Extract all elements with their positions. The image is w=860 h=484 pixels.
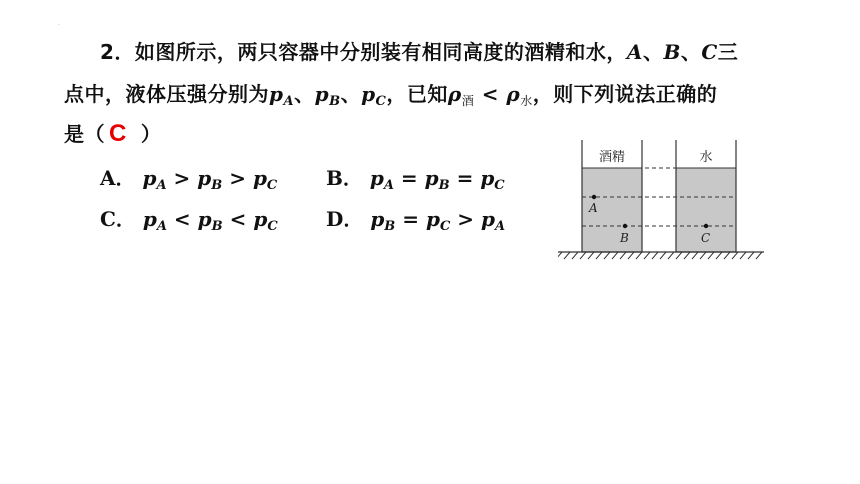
point-b-label: B <box>663 40 681 64</box>
subscript: A <box>156 219 167 234</box>
separator: 、 <box>294 82 315 106</box>
option-b <box>326 162 505 193</box>
separator: 、 <box>680 40 702 64</box>
hatch-mark <box>684 252 690 259</box>
density-symbol: ρ <box>506 82 521 106</box>
subscript: C <box>375 94 387 109</box>
hatch-mark <box>564 252 570 259</box>
pressure-symbol: p <box>142 207 157 231</box>
subscript: B <box>329 94 341 109</box>
option-expression <box>142 207 278 234</box>
relation-operator: = <box>393 166 425 190</box>
question-line-3 <box>64 118 161 148</box>
hatch-mark <box>580 252 586 259</box>
answer-mark: C <box>109 120 127 147</box>
hatch-mark <box>558 252 562 259</box>
point-a-text: A <box>589 201 598 215</box>
question-text-1-end: 三 <box>717 40 739 64</box>
subscript: B <box>211 219 223 234</box>
hatch-mark <box>716 252 722 259</box>
point-c-text: C <box>701 231 711 245</box>
relation-operator: < <box>166 207 198 231</box>
point-a-dot <box>592 195 596 199</box>
water-label: 水 <box>699 150 713 165</box>
question-text-3: 是（ <box>64 122 105 146</box>
point-b-text: B <box>620 231 629 245</box>
pressure-symbol: p <box>252 166 267 190</box>
subscript: C <box>266 178 278 193</box>
subscript: C <box>494 178 505 193</box>
relation-operator: > <box>222 166 253 190</box>
pressure-symbol: p <box>269 82 284 106</box>
option-a <box>100 162 277 193</box>
hatch-mark <box>700 252 706 259</box>
subscript: C <box>439 219 451 234</box>
separator: 、 <box>340 82 362 106</box>
relation-operator: = <box>395 207 426 231</box>
hatch-mark <box>740 252 746 259</box>
hatch-mark <box>612 252 618 259</box>
hatch-mark <box>620 252 626 259</box>
container-figure <box>558 136 768 262</box>
hatch-mark <box>676 252 682 259</box>
less-than: < <box>474 82 507 106</box>
pressure-symbol: p <box>369 166 384 190</box>
subscript: B <box>211 178 223 193</box>
hatch-mark <box>572 252 578 259</box>
option-label: C． <box>100 207 136 231</box>
hatch-mark <box>644 252 650 259</box>
point-c-label: C <box>701 40 718 64</box>
option-label: A． <box>100 166 136 190</box>
option-label: B． <box>326 166 363 190</box>
separator: 、 <box>642 40 664 64</box>
stray-dot: . <box>58 20 60 27</box>
question-line-1 <box>64 36 738 65</box>
pressure-symbol: p <box>253 207 268 231</box>
pressure-symbol: p <box>197 207 212 231</box>
relation-operator: > <box>166 166 198 190</box>
subscript: A <box>156 178 167 193</box>
option-expression <box>142 166 278 193</box>
pressure-symbol: p <box>480 166 495 190</box>
pressure-symbol: p <box>481 207 495 231</box>
hatch-mark <box>748 252 754 259</box>
subscript: C <box>267 219 278 234</box>
pressure-symbol: p <box>370 207 385 231</box>
hatch-mark <box>636 252 642 259</box>
hatch-mark <box>660 252 666 259</box>
subscript: 酒 <box>461 94 475 108</box>
hatch-mark <box>692 252 698 259</box>
pressure-symbol: p <box>424 166 439 190</box>
relation-operator: = <box>449 166 481 190</box>
alcohol-label: 酒精 <box>598 150 626 165</box>
hatch-mark <box>732 252 738 259</box>
pressure-symbol: p <box>314 82 330 106</box>
hatch-mark <box>724 252 730 259</box>
hatch-mark <box>604 252 610 259</box>
hatch-mark <box>708 252 714 259</box>
relation-operator: < <box>222 207 254 231</box>
density-symbol: ρ <box>447 82 462 106</box>
relation-operator: > <box>450 207 482 231</box>
hatch-mark <box>668 252 674 259</box>
subscript: B <box>384 219 396 234</box>
question-text-3-end: ） <box>140 122 162 146</box>
hatch-mark <box>588 252 594 259</box>
pressure-symbol: p <box>425 207 440 231</box>
hatch-mark <box>756 252 762 259</box>
pressure-symbol: p <box>142 166 157 190</box>
subscript: 水 <box>520 94 533 108</box>
pressure-symbol: p <box>197 166 212 190</box>
hatch-mark <box>596 252 602 259</box>
option-label: D． <box>326 207 364 231</box>
hatch-mark <box>652 252 658 259</box>
question-text-2-end: ，则下列说法正确的 <box>532 82 718 106</box>
question-text-1: 如图所示，两只容器中分别装有相同高度的酒精和水， <box>134 40 627 64</box>
point-a-label: A <box>626 40 643 64</box>
option-expression <box>370 207 506 234</box>
subscript: A <box>283 94 295 109</box>
question-text-2: 点中，液体压强分别为 <box>64 82 269 106</box>
point-c-dot <box>704 224 708 228</box>
question-text-2-mid: ，已知 <box>386 82 448 106</box>
option-expression <box>369 166 505 193</box>
point-b-dot <box>623 224 627 228</box>
hatch-mark <box>628 252 634 259</box>
subscript: B <box>438 178 450 193</box>
subscript: A <box>495 219 506 234</box>
option-c <box>100 203 278 234</box>
question-number: 2． <box>100 40 135 64</box>
ground-hatch <box>558 252 762 259</box>
pressure-symbol: p <box>361 82 376 106</box>
option-d <box>326 203 505 234</box>
subscript: A <box>383 178 394 193</box>
question-line-2 <box>64 78 717 109</box>
